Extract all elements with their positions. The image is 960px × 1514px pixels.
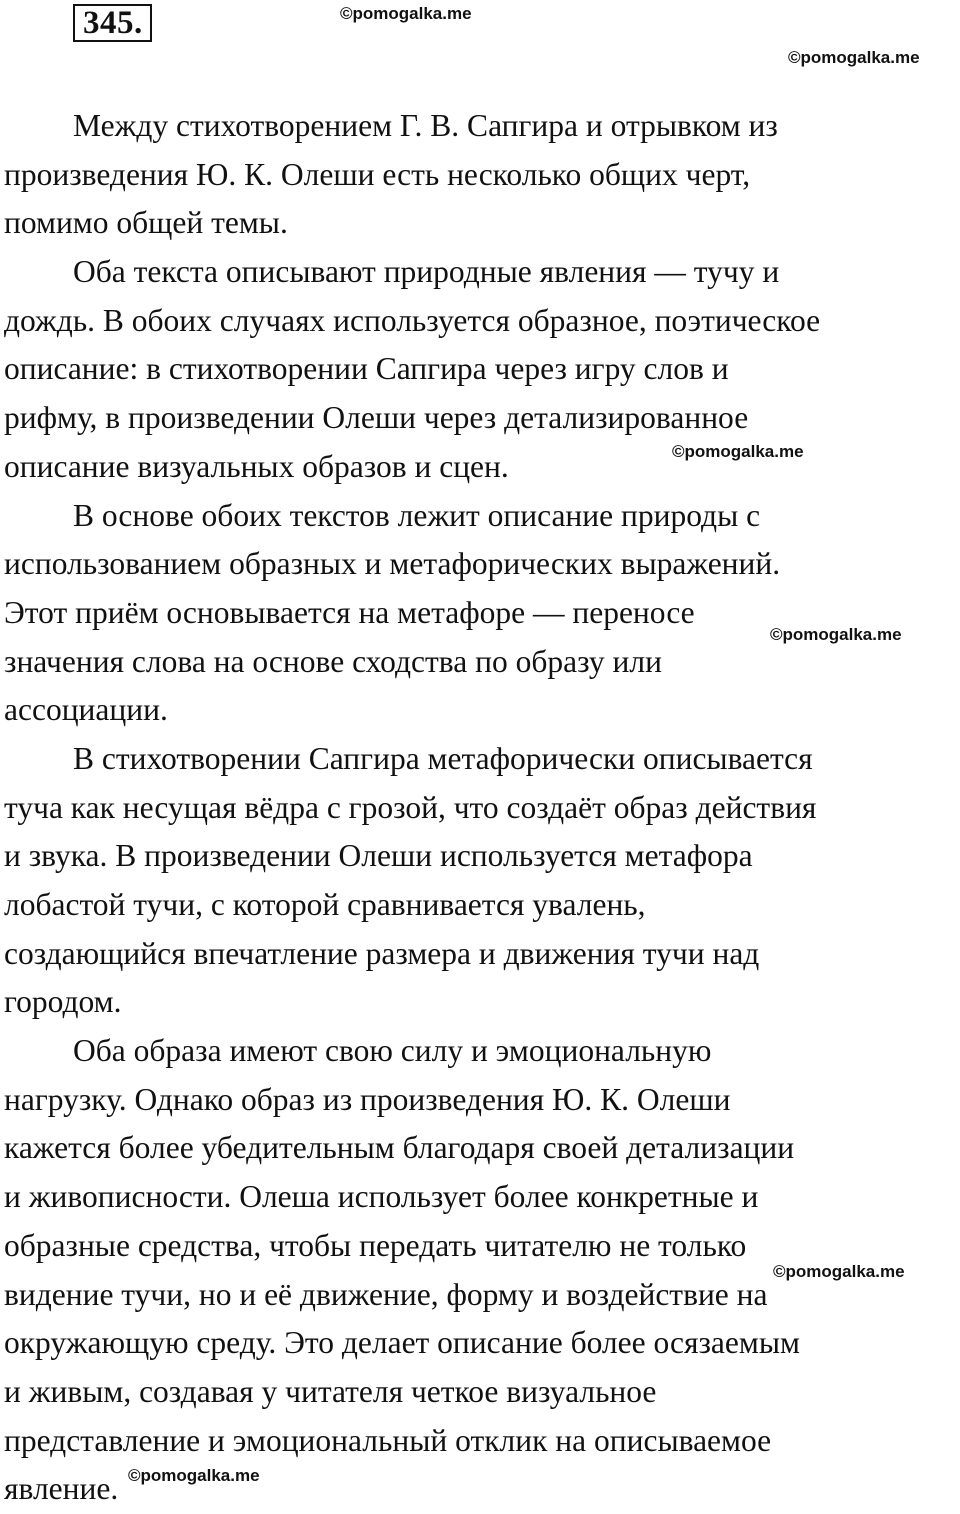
text-line: Оба образа имеют свою силу и эмоциональную [73,1033,712,1069]
watermark: ©pomogalka.me [773,1262,905,1281]
text-line: В стихотворении Сапгира метафорически описывается [73,740,813,776]
text-line: образные средства, чтобы передать читателю не только [4,1227,747,1263]
text-line: и живым, создавая у читателя четкое визуальное [4,1373,657,1409]
answer-text [4,102,960,1514]
text-line: В основе обоих текстов лежит описание природы с [73,497,761,533]
text-line: помимо общей темы. [4,205,288,241]
watermark: ©pomogalka.me [788,48,920,67]
text-line: явление. [4,1471,119,1507]
text-line: произведения Ю. К. Олеши есть несколько общих черт, [4,156,751,192]
text-line: использованием образных и метафорических выражений. [4,546,781,582]
text-line: Между стихотворением Г. В. Сапгира и отрывком из [73,108,778,143]
text-line: кажется более убедительным благодаря своей детализации [4,1130,795,1166]
text-line: туча как несущая вёдра с грозой, что создаёт образ действия [4,789,817,825]
text-line: нагрузку. Однако образ из произведения Ю. К. Олеши [4,1081,731,1117]
watermark: ©pomogalka.me [340,4,472,23]
text-line: создающийся впечатление размера и движения тучи над [4,935,760,971]
text-line: окружающую среду. Это делает описание более осязаемым [4,1325,800,1361]
task-number: 345. [73,4,152,42]
text-line: рифму, в произведении Олеши через детализированное [4,400,749,436]
text-line: ассоциации. [4,692,168,728]
text-line: Оба текста описывают природные явления — тучу и [73,254,780,290]
text-line: Этот приём основывается на метафоре — переносе [4,594,695,630]
text-line: описание визуальных образов и сцен. [4,448,509,484]
text-line: лобастой тучи, с которой сравнивается увалень, [4,887,646,922]
text-line: городом. [4,984,122,1020]
text-line: и живописности. Олеша использует более конкретные и [4,1179,759,1215]
text-line: описание: в стихотворении Сапгира через игру слов и [4,351,729,387]
watermark: ©pomogalka.me [672,442,804,461]
text-line: значения слова на основе сходства по образу или [4,643,662,679]
text-line: дождь. В обоих случаях используется образное, поэтическое [4,302,821,338]
watermark: ©pomogalka.me [128,1466,260,1485]
text-line: видение тучи, но и её движение, форму и воздействие на [4,1276,768,1312]
watermark: ©pomogalka.me [770,625,902,644]
text-line: представление и эмоциональный отклик на описываемое [4,1422,772,1458]
text-line: и звука. В произведении Олеши используется метафора [4,838,753,874]
